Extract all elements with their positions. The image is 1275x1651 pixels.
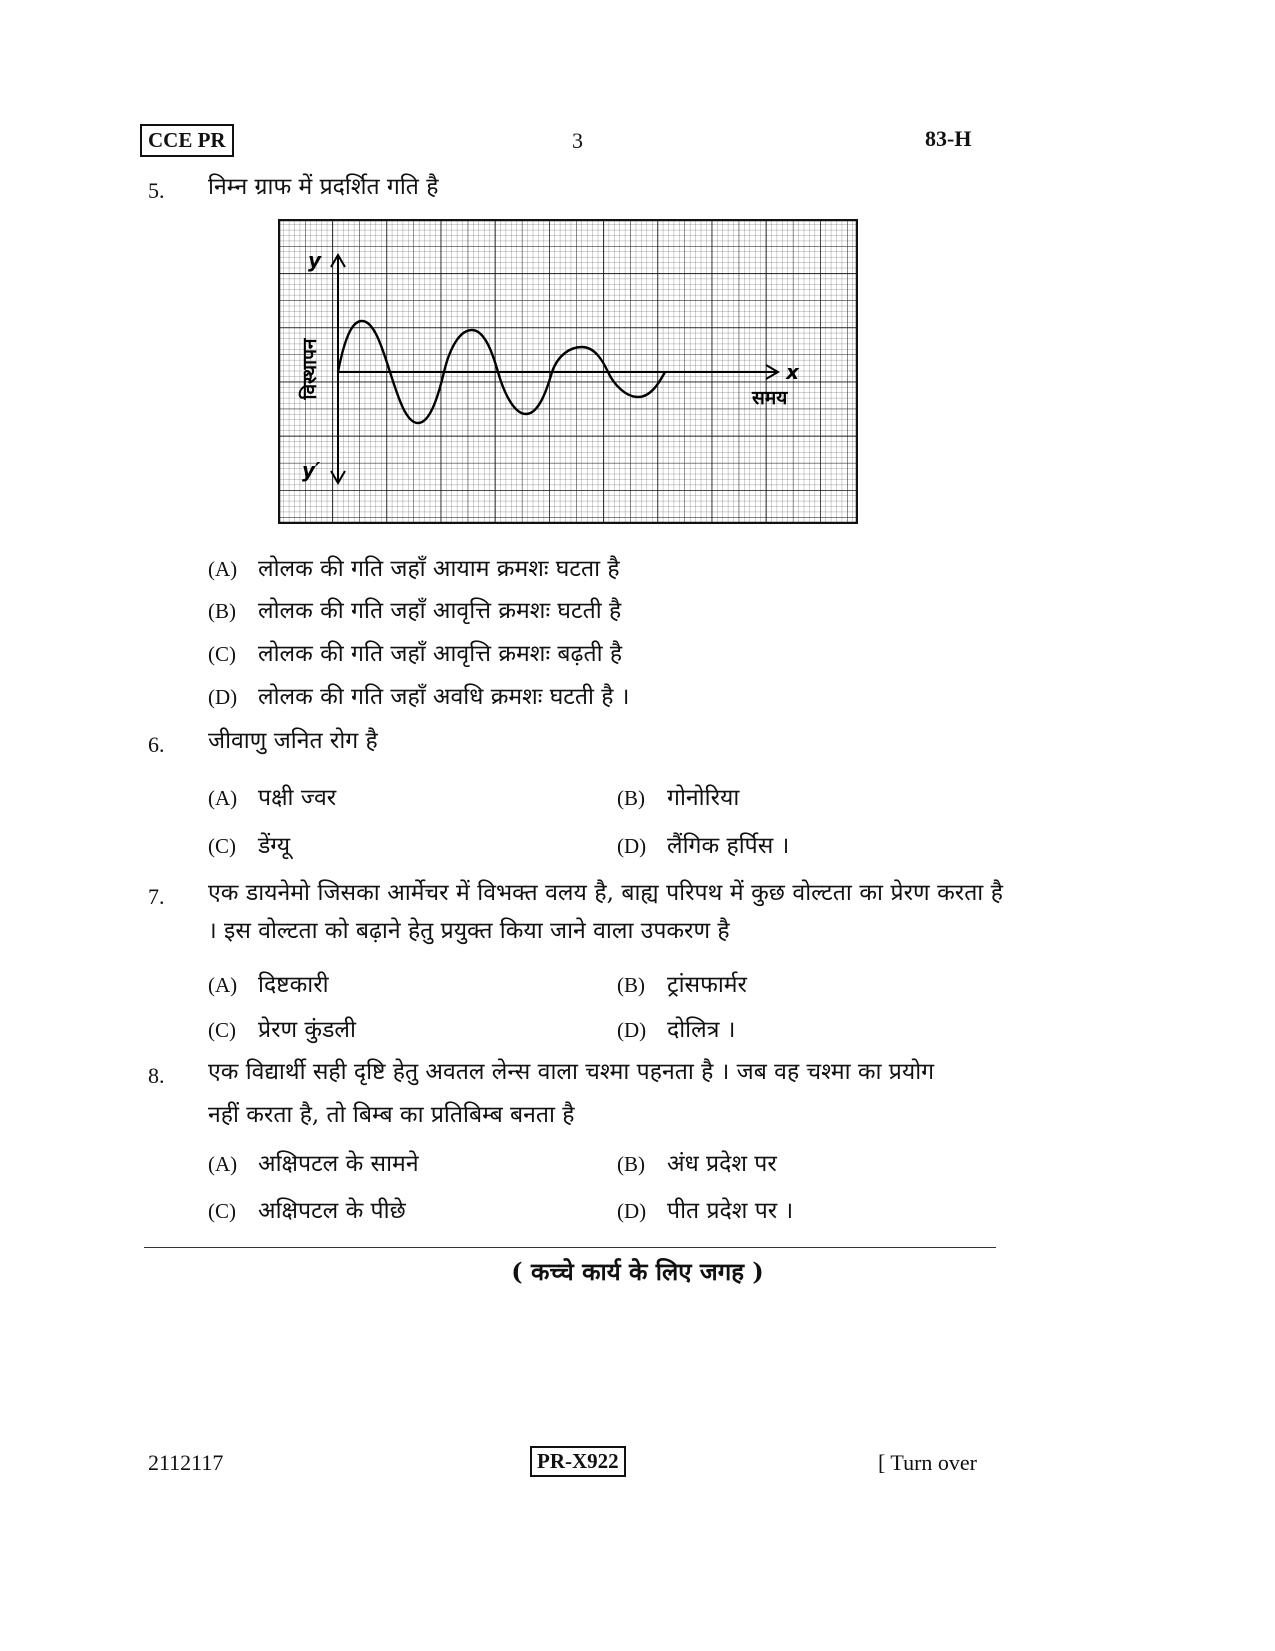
- question-5-text: निम्न ग्राफ में प्रदर्शित गति है: [208, 174, 439, 200]
- q6-option-c: [208, 828, 290, 860]
- q5-option-a: [208, 551, 620, 583]
- option-label: (D): [617, 834, 647, 858]
- option-label: (C): [208, 642, 236, 666]
- paper-code: 83-H: [925, 126, 972, 151]
- option-text: दिष्टकारी: [258, 972, 329, 998]
- question-7-text: एक डायनेमो जिसका आर्मेचर में विभक्त वलय है, बाह्य परिपथ में कुछ वोल्टता का प्रेरण करता है । इस वोल्टता को बढ़ाने हेतु प्रयुक्त किया जाने वाला उपकरण है: [208, 880, 1003, 944]
- option-label: (B): [617, 973, 645, 997]
- question-8-number: 8.: [148, 1063, 165, 1088]
- question-6-text: जीवाणु जनित रोग है: [208, 728, 378, 754]
- footer-code: 2112117: [148, 1450, 224, 1475]
- q5-option-d: [208, 679, 630, 711]
- option-text: पीत प्रदेश पर ।: [667, 1198, 794, 1224]
- option-text: दोलित्र ।: [667, 1017, 736, 1043]
- option-text: लोलक की गति जहाँ आयाम क्रमशः घटता है: [258, 556, 620, 582]
- x-axis-title: समय: [752, 387, 788, 409]
- q5-option-b: [208, 593, 621, 625]
- option-label: (D): [617, 1199, 647, 1223]
- y-label: y: [308, 248, 322, 272]
- displacement-time-graph: [278, 219, 858, 524]
- q8-option-b: [617, 1146, 777, 1178]
- option-text: अंध प्रदेश पर: [667, 1151, 777, 1177]
- turn-over-note: [ Turn over: [878, 1450, 978, 1475]
- option-text: लैंगिक हर्पिस ।: [667, 833, 790, 859]
- q8-option-d: [617, 1193, 793, 1225]
- option-label: (C): [208, 1199, 236, 1223]
- header-left-box: CCE PR: [140, 124, 234, 157]
- option-text: ट्रांसफार्मर: [667, 972, 747, 998]
- footer-paper-box: PR-X922: [530, 1446, 626, 1477]
- option-label: (C): [208, 834, 236, 858]
- option-label: (A): [208, 1152, 238, 1176]
- q6-option-a: [208, 780, 336, 812]
- option-text: लोलक की गति जहाँ आवृत्ति क्रमशः घटती है: [258, 598, 622, 624]
- question-5-number: 5.: [148, 178, 165, 203]
- q7-option-b: [617, 967, 747, 999]
- option-label: (A): [208, 786, 238, 810]
- option-text: अक्षिपटल के पीछे: [258, 1198, 406, 1224]
- option-label: (B): [617, 1152, 645, 1176]
- q5-option-c: [208, 636, 622, 668]
- option-label: (D): [617, 1018, 647, 1042]
- option-label: (D): [208, 685, 238, 709]
- option-text: गोनोरिया: [667, 785, 740, 811]
- rough-work-heading: ( कच्चे कार्य के लिए जगह ): [511, 1257, 764, 1286]
- x-label: x: [786, 360, 799, 384]
- option-text: लोलक की गति जहाँ अवधि क्रमशः घटती है ।: [258, 684, 630, 710]
- option-text: पक्षी ज्वर: [258, 785, 337, 811]
- y-neg-label: y′: [302, 458, 321, 482]
- q6-option-d: [617, 828, 789, 860]
- divider-rule: [144, 1247, 996, 1248]
- option-label: (C): [208, 1018, 236, 1042]
- q7-option-c: [208, 1012, 356, 1044]
- q6-option-b: [617, 780, 739, 812]
- question-8-text-line1: एक विद्यार्थी सही दृष्टि हेतु अवतल लेन्स वाला चश्मा पहनता है । जब वह चश्मा का प्रयोग: [208, 1059, 935, 1085]
- question-8-text-line2: नहीं करता है, तो बिम्ब का प्रतिबिम्ब बनता है: [208, 1102, 575, 1128]
- q7-option-a: [208, 967, 329, 999]
- y-axis-title: विस्थापन: [299, 338, 321, 400]
- page-number: 3: [572, 128, 583, 153]
- option-text: डेंग्यू: [258, 833, 291, 859]
- option-label: (B): [208, 599, 236, 623]
- q8-option-c: [208, 1193, 406, 1225]
- option-text: प्रेरण कुंडली: [258, 1017, 356, 1043]
- option-label: (B): [617, 786, 645, 810]
- question-7-number: 7.: [148, 884, 165, 909]
- option-text: अक्षिपटल के सामने: [258, 1151, 419, 1177]
- question-6-number: 6.: [148, 732, 165, 757]
- option-label: (A): [208, 973, 238, 997]
- option-text: लोलक की गति जहाँ आवृत्ति क्रमशः बढ़ती है: [258, 641, 623, 667]
- q8-option-a: [208, 1146, 419, 1178]
- q7-option-d: [617, 1012, 735, 1044]
- option-label: (A): [208, 557, 238, 581]
